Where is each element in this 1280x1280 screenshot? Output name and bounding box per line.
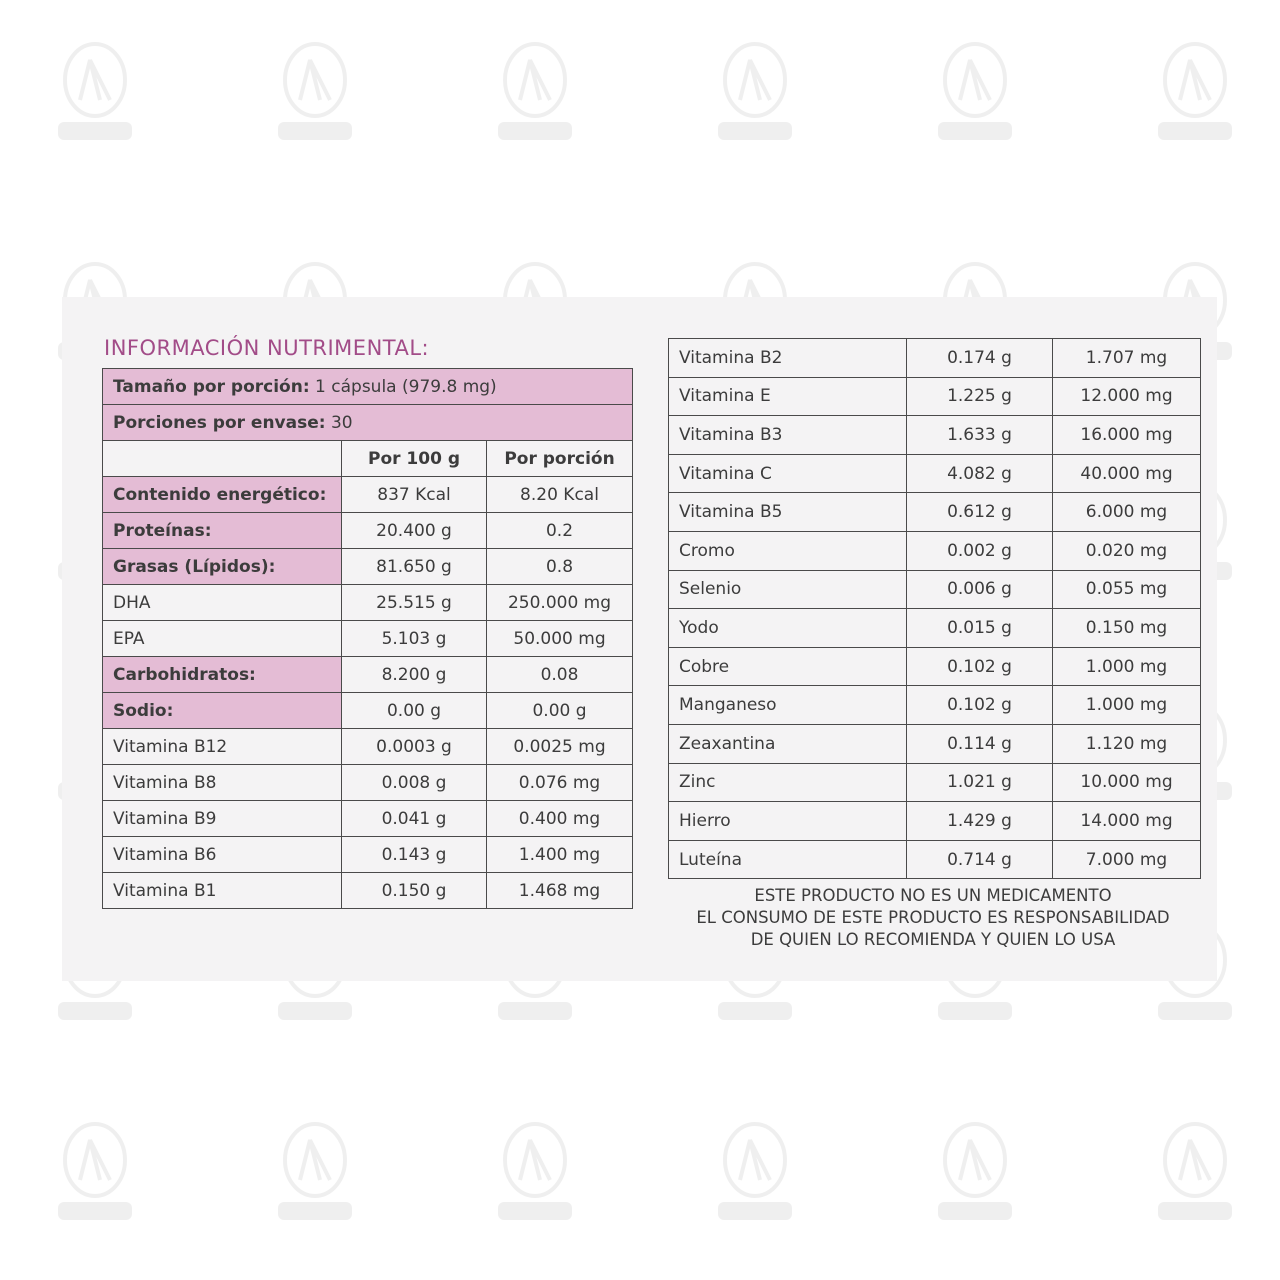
value-per-100g: 0.612 g xyxy=(907,493,1053,532)
pharmacy-logo-watermark-icon xyxy=(490,1120,580,1230)
value-per-100g: 5.103 g xyxy=(342,621,487,657)
value-per-serving: 250.000 mg xyxy=(487,585,633,621)
nutrient-name: Vitamina B1 xyxy=(103,873,342,909)
table-row xyxy=(669,609,1201,648)
value-per-100g: 0.015 g xyxy=(907,609,1053,648)
value-per-serving: 0.055 mg xyxy=(1053,570,1201,609)
value-per-100g: 0.714 g xyxy=(907,840,1053,879)
table-row xyxy=(103,693,633,729)
value-per-100g: 0.150 g xyxy=(342,873,487,909)
serving-size-value: 1 cápsula (979.8 mg) xyxy=(309,376,497,397)
value-per-serving: 12.000 mg xyxy=(1053,377,1201,416)
table-row xyxy=(669,763,1201,802)
header-per-100g: Por 100 g xyxy=(342,441,487,477)
servings-per-container-cell xyxy=(103,405,633,441)
value-per-serving: 0.2 xyxy=(487,513,633,549)
servings-per-container-value: 30 xyxy=(325,412,353,433)
nutrient-name: Vitamina B6 xyxy=(103,837,342,873)
nutrient-name: Vitamina B8 xyxy=(103,765,342,801)
value-per-serving: 1.707 mg xyxy=(1053,339,1201,378)
disclaimer-line: DE QUIEN LO RECOMIENDA Y QUIEN LO USA xyxy=(750,930,1116,949)
pharmacy-logo-watermark-icon xyxy=(930,1120,1020,1230)
nutrient-name: Luteína xyxy=(669,840,907,879)
value-per-serving: 1.120 mg xyxy=(1053,724,1201,763)
value-per-100g: 1.225 g xyxy=(907,377,1053,416)
nutrient-name: EPA xyxy=(103,621,342,657)
table-row xyxy=(103,621,633,657)
nutrient-name: Vitamina B3 xyxy=(669,416,907,455)
value-per-serving: 0.08 xyxy=(487,657,633,693)
value-per-100g: 20.400 g xyxy=(342,513,487,549)
value-per-serving: 8.20 Kcal xyxy=(487,477,633,513)
table-row xyxy=(103,729,633,765)
table-row xyxy=(669,840,1201,879)
nutrient-name: DHA xyxy=(103,585,342,621)
table-row xyxy=(669,493,1201,532)
pharmacy-logo-watermark-icon xyxy=(1150,1120,1240,1230)
pharmacy-logo-watermark-icon xyxy=(490,40,580,150)
value-per-100g: 4.082 g xyxy=(907,454,1053,493)
nutrient-name: Sodio: xyxy=(103,693,342,729)
value-per-serving: 0.400 mg xyxy=(487,801,633,837)
value-per-100g: 8.200 g xyxy=(342,657,487,693)
value-per-serving: 0.8 xyxy=(487,549,633,585)
serving-size-row xyxy=(103,369,633,405)
nutrient-name: Cromo xyxy=(669,531,907,570)
value-per-100g: 0.102 g xyxy=(907,647,1053,686)
pharmacy-logo-watermark-icon xyxy=(50,40,140,150)
value-per-serving: 0.0025 mg xyxy=(487,729,633,765)
value-per-100g: 81.650 g xyxy=(342,549,487,585)
nutrient-name: Vitamina B2 xyxy=(669,339,907,378)
value-per-100g: 1.021 g xyxy=(907,763,1053,802)
value-per-serving: 0.00 g xyxy=(487,693,633,729)
value-per-100g: 837 Kcal xyxy=(342,477,487,513)
value-per-100g: 0.00 g xyxy=(342,693,487,729)
disclaimer xyxy=(668,885,1198,951)
nutrient-name: Vitamina B5 xyxy=(669,493,907,532)
value-per-100g: 0.008 g xyxy=(342,765,487,801)
table-row xyxy=(669,724,1201,763)
table-row xyxy=(103,657,633,693)
value-per-100g: 0.174 g xyxy=(907,339,1053,378)
nutrition-table-left xyxy=(102,368,633,909)
nutrition-title: INFORMACIÓN NUTRIMENTAL: xyxy=(104,336,430,360)
serving-size-label: Tamaño por porción: xyxy=(113,376,310,397)
value-per-serving: 7.000 mg xyxy=(1053,840,1201,879)
value-per-serving: 16.000 mg xyxy=(1053,416,1201,455)
value-per-serving: 0.020 mg xyxy=(1053,531,1201,570)
table-row xyxy=(669,339,1201,378)
nutrient-name: Contenido energético: xyxy=(103,477,342,513)
value-per-100g: 0.143 g xyxy=(342,837,487,873)
table-row xyxy=(669,686,1201,725)
table-row xyxy=(103,801,633,837)
value-per-100g: 1.429 g xyxy=(907,802,1053,841)
table-row xyxy=(103,585,633,621)
value-per-100g: 0.0003 g xyxy=(342,729,487,765)
serving-size-cell xyxy=(103,369,633,405)
nutrient-name: Vitamina C xyxy=(669,454,907,493)
value-per-100g: 25.515 g xyxy=(342,585,487,621)
table-row xyxy=(669,416,1201,455)
table-row xyxy=(669,531,1201,570)
nutrient-name: Zeaxantina xyxy=(669,724,907,763)
value-per-serving: 0.150 mg xyxy=(1053,609,1201,648)
table-row xyxy=(669,454,1201,493)
value-per-serving: 6.000 mg xyxy=(1053,493,1201,532)
pharmacy-logo-watermark-icon xyxy=(710,40,800,150)
value-per-serving: 1.000 mg xyxy=(1053,647,1201,686)
value-per-100g: 1.633 g xyxy=(907,416,1053,455)
nutrient-name: Vitamina B9 xyxy=(103,801,342,837)
table-row xyxy=(669,570,1201,609)
column-header-row xyxy=(103,441,633,477)
nutrient-name: Selenio xyxy=(669,570,907,609)
header-per-serving: Por porción xyxy=(487,441,633,477)
nutrient-name: Vitamina E xyxy=(669,377,907,416)
pharmacy-logo-watermark-icon xyxy=(270,1120,360,1230)
table-row xyxy=(103,765,633,801)
value-per-100g: 0.041 g xyxy=(342,801,487,837)
pharmacy-logo-watermark-icon xyxy=(930,40,1020,150)
table-row xyxy=(669,377,1201,416)
pharmacy-logo-watermark-icon xyxy=(710,1120,800,1230)
header-blank-cell xyxy=(103,441,342,477)
value-per-serving: 40.000 mg xyxy=(1053,454,1201,493)
nutrient-name: Proteínas: xyxy=(103,513,342,549)
value-per-100g: 0.006 g xyxy=(907,570,1053,609)
nutrient-name: Yodo xyxy=(669,609,907,648)
value-per-serving: 1.468 mg xyxy=(487,873,633,909)
nutrient-name: Zinc xyxy=(669,763,907,802)
nutrient-name: Vitamina B12 xyxy=(103,729,342,765)
value-per-serving: 1.400 mg xyxy=(487,837,633,873)
nutrient-name: Carbohidratos: xyxy=(103,657,342,693)
table-row xyxy=(103,477,633,513)
servings-per-container-row xyxy=(103,405,633,441)
table-row xyxy=(103,837,633,873)
nutrition-table-right xyxy=(668,338,1201,879)
value-per-serving: 1.000 mg xyxy=(1053,686,1201,725)
disclaimer-line: ESTE PRODUCTO NO ES UN MEDICAMENTO xyxy=(754,886,1112,905)
nutrient-name: Cobre xyxy=(669,647,907,686)
value-per-serving: 14.000 mg xyxy=(1053,802,1201,841)
value-per-100g: 0.114 g xyxy=(907,724,1053,763)
table-row xyxy=(669,647,1201,686)
value-per-serving: 10.000 mg xyxy=(1053,763,1201,802)
nutrient-name: Grasas (Lípidos): xyxy=(103,549,342,585)
nutrient-name: Hierro xyxy=(669,802,907,841)
disclaimer-line: EL CONSUMO DE ESTE PRODUCTO ES RESPONSABILIDAD xyxy=(696,908,1170,927)
table-row xyxy=(103,549,633,585)
servings-per-container-label: Porciones por envase: xyxy=(113,412,326,433)
pharmacy-logo-watermark-icon xyxy=(50,1120,140,1230)
table-row xyxy=(103,873,633,909)
value-per-100g: 0.002 g xyxy=(907,531,1053,570)
value-per-serving: 0.076 mg xyxy=(487,765,633,801)
nutrient-name: Manganeso xyxy=(669,686,907,725)
value-per-serving: 50.000 mg xyxy=(487,621,633,657)
pharmacy-logo-watermark-icon xyxy=(1150,40,1240,150)
table-row xyxy=(669,802,1201,841)
value-per-100g: 0.102 g xyxy=(907,686,1053,725)
pharmacy-logo-watermark-icon xyxy=(270,40,360,150)
table-row xyxy=(103,513,633,549)
